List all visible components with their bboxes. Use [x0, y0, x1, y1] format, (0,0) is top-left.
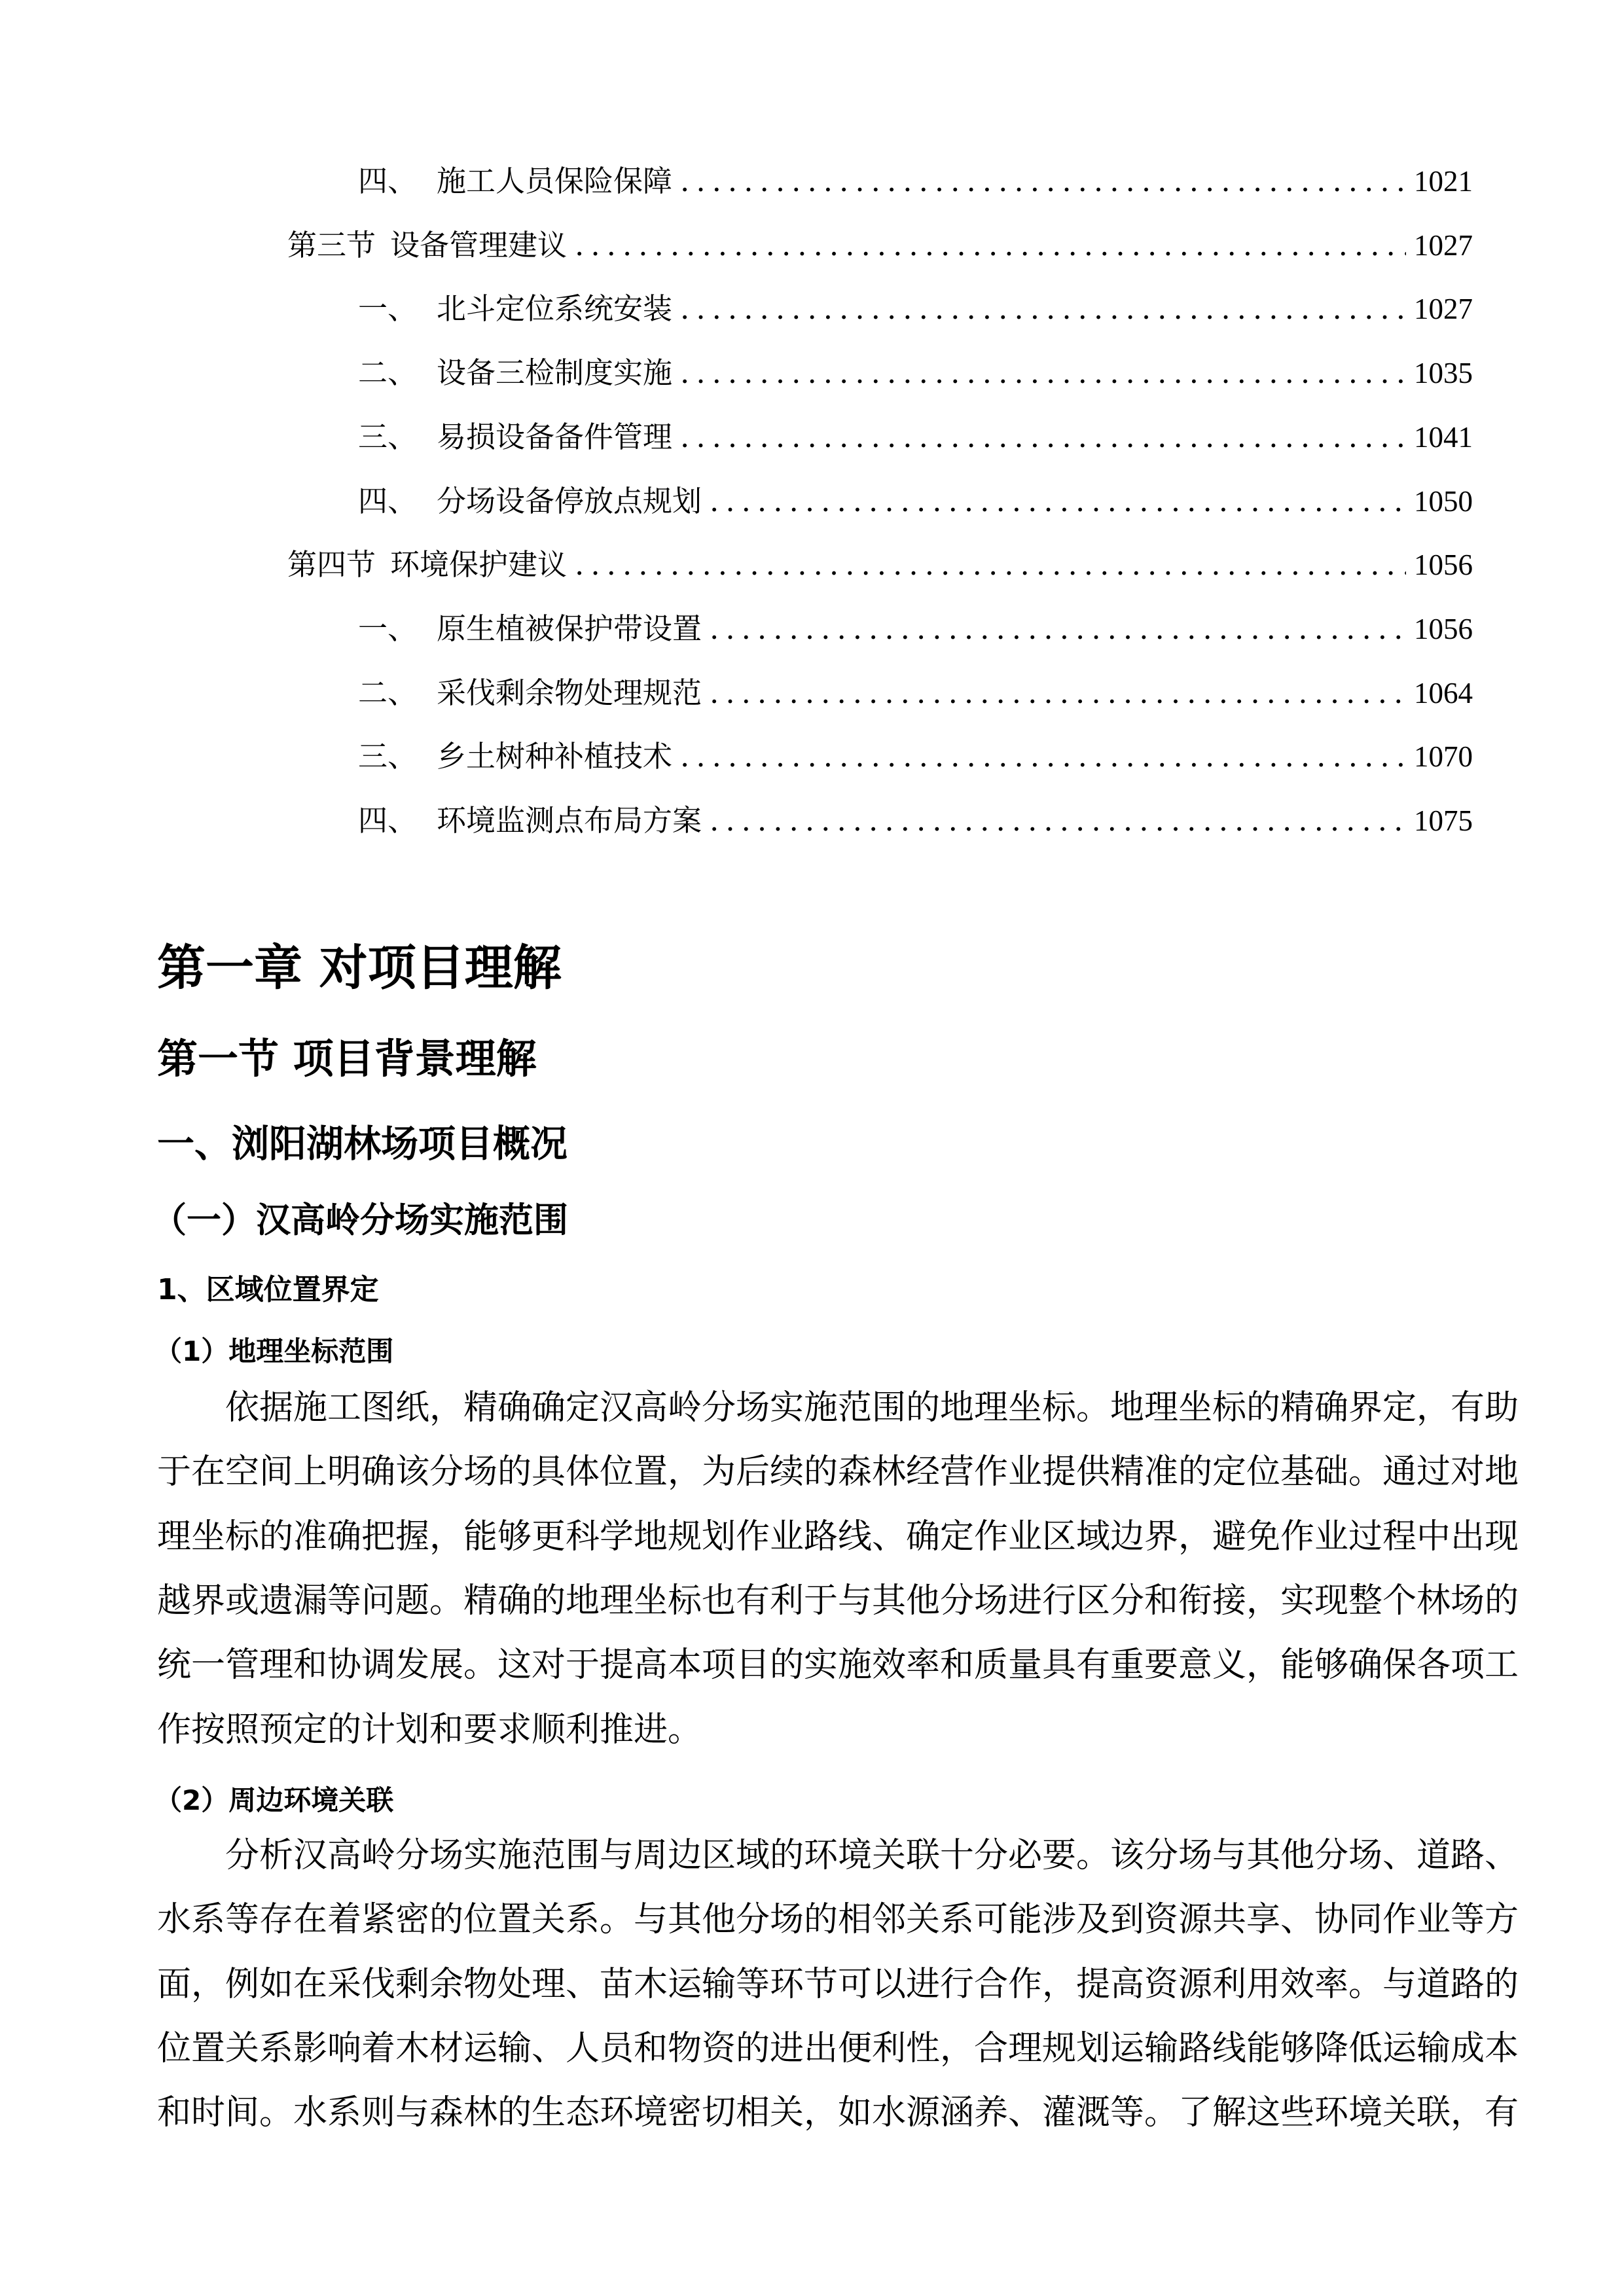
paragraph-line: 依据施工图纸，精确确定汉高岭分场实施范围的地理坐标。地理坐标的精确界定，有助 [225, 1388, 1519, 1427]
toc-number: 四、 [358, 164, 418, 198]
paragraph-line: 统一管理和协调发展。这对于提高本项目的实施效率和质量具有重要意义，能够确保各项工 [157, 1645, 1519, 1685]
toc-leader [575, 228, 1406, 262]
toc-page-number: 1070 [1414, 740, 1473, 774]
toc-title: 环境保护建议 [390, 547, 568, 583]
toc-number: 一、 [358, 611, 418, 646]
toc-title: 易损设备备件管理 [437, 419, 673, 454]
toc-page-number: 1027 [1414, 293, 1473, 326]
toc-leader [710, 611, 1406, 646]
toc-leader [680, 739, 1406, 774]
toc-page-number: 1075 [1414, 804, 1473, 837]
toc-number: 第四节 [287, 547, 376, 583]
paragraph-line: 面，例如在采伐剩余物处理、苗木运输等环节可以进行合作，提高资源利用效率。与道路的 [157, 1964, 1519, 2004]
toc-leader [710, 675, 1406, 710]
paragraph-line: 作按照预定的计划和要求顺利推进。 [157, 1710, 702, 1749]
toc-entry[interactable] [358, 669, 1473, 708]
paragraph-line: 理坐标的准确把握，能够更科学地规划作业路线、确定作业区域边界，避免作业过程中出现 [157, 1516, 1519, 1556]
toc-title: 施工人员保险保障 [437, 164, 673, 198]
toc-page-number: 1064 [1414, 676, 1473, 709]
toc-number: 四、 [358, 803, 418, 838]
toc-number: 三、 [358, 419, 418, 454]
toc-title: 北斗定位系统安装 [437, 291, 673, 327]
toc-entry[interactable] [358, 605, 1473, 644]
chapter-heading: 第一章 对项目理解 [157, 940, 562, 996]
toc-number: 三、 [358, 739, 418, 774]
toc-entry[interactable] [358, 413, 1473, 452]
toc-title: 环境监测点布局方案 [437, 803, 702, 838]
toc-title: 设备管理建议 [390, 227, 568, 262]
item-heading: 1、区域位置界定 [157, 1273, 379, 1306]
toc-page-number: 1050 [1414, 484, 1473, 518]
paragraph-line: 分析汉高岭分场实施范围与周边区域的环境关联十分必要。该分场与其他分场、道路、 [225, 1836, 1519, 1875]
subsubsection-heading: （一）汉高岭分场实施范围 [152, 1200, 568, 1240]
paragraph-line: 和时间。水系则与森林的生态环境密切相关，如水源涵养、灌溉等。了解这些环境关联，有 [157, 2093, 1519, 2133]
toc-leader [680, 164, 1406, 198]
toc-page-number: 1035 [1414, 357, 1473, 390]
toc-entry[interactable] [358, 349, 1473, 391]
toc-entry[interactable] [358, 732, 1473, 772]
toc-title: 设备三检制度实施 [437, 355, 673, 391]
paragraph-line: 水系等存在着紧密的位置关系。与其他分场的相邻关系可能涉及到资源共享、协同作业等方 [157, 1900, 1519, 1940]
toc-title: 采伐剩余物处理规范 [437, 675, 702, 710]
toc-entry[interactable] [287, 541, 1473, 583]
toc-title: 原生植被保护带设置 [437, 611, 702, 646]
toc-page-number: 1056 [1414, 612, 1473, 645]
toc-entry[interactable] [358, 797, 1473, 836]
toc-title: 分场设备停放点规划 [437, 483, 702, 518]
toc-page-number: 1056 [1414, 548, 1473, 582]
section-heading: 第一节 项目背景理解 [157, 1035, 537, 1083]
toc-number: 四、 [358, 483, 418, 518]
toc-page-number: 1041 [1414, 420, 1473, 454]
toc-entry[interactable] [358, 157, 1473, 196]
paragraph-line: 位置关系影响着木材运输、人员和物资的进出便利性，合理规划运输路线能够降低运输成本 [157, 2028, 1519, 2068]
toc-leader [710, 484, 1406, 518]
toc-number: 第三节 [287, 227, 376, 262]
toc-entry[interactable] [287, 221, 1473, 260]
toc-number: 二、 [358, 675, 418, 710]
toc-leader [680, 355, 1406, 390]
paragraph-line: 越界或遗漏等问题。精确的地理坐标也有利于与其他分场进行区分和衔接，实现整个林场的 [157, 1581, 1519, 1621]
toc-leader [680, 420, 1406, 454]
toc-number: 二、 [358, 355, 418, 391]
toc-leader [680, 291, 1406, 326]
toc-leader [710, 803, 1406, 838]
paragraph-line: 于在空间上明确该分场的具体位置，为后续的森林经营作业提供精准的定位基础。通过对地 [157, 1452, 1519, 1492]
toc-leader [575, 547, 1406, 582]
toc-entry[interactable] [358, 285, 1473, 327]
toc-page-number: 1027 [1414, 228, 1473, 262]
subitem-heading-1: （1）地理坐标范围 [154, 1335, 394, 1367]
toc-page-number: 1021 [1414, 165, 1473, 198]
toc-entry[interactable] [358, 477, 1473, 516]
toc-title: 乡土树种补植技术 [437, 739, 673, 774]
toc-number: 一、 [358, 291, 418, 327]
subsection-heading: 一、浏阳湖林场项目概况 [157, 1122, 568, 1166]
subitem-heading-2: （2）周边环境关联 [154, 1784, 394, 1816]
